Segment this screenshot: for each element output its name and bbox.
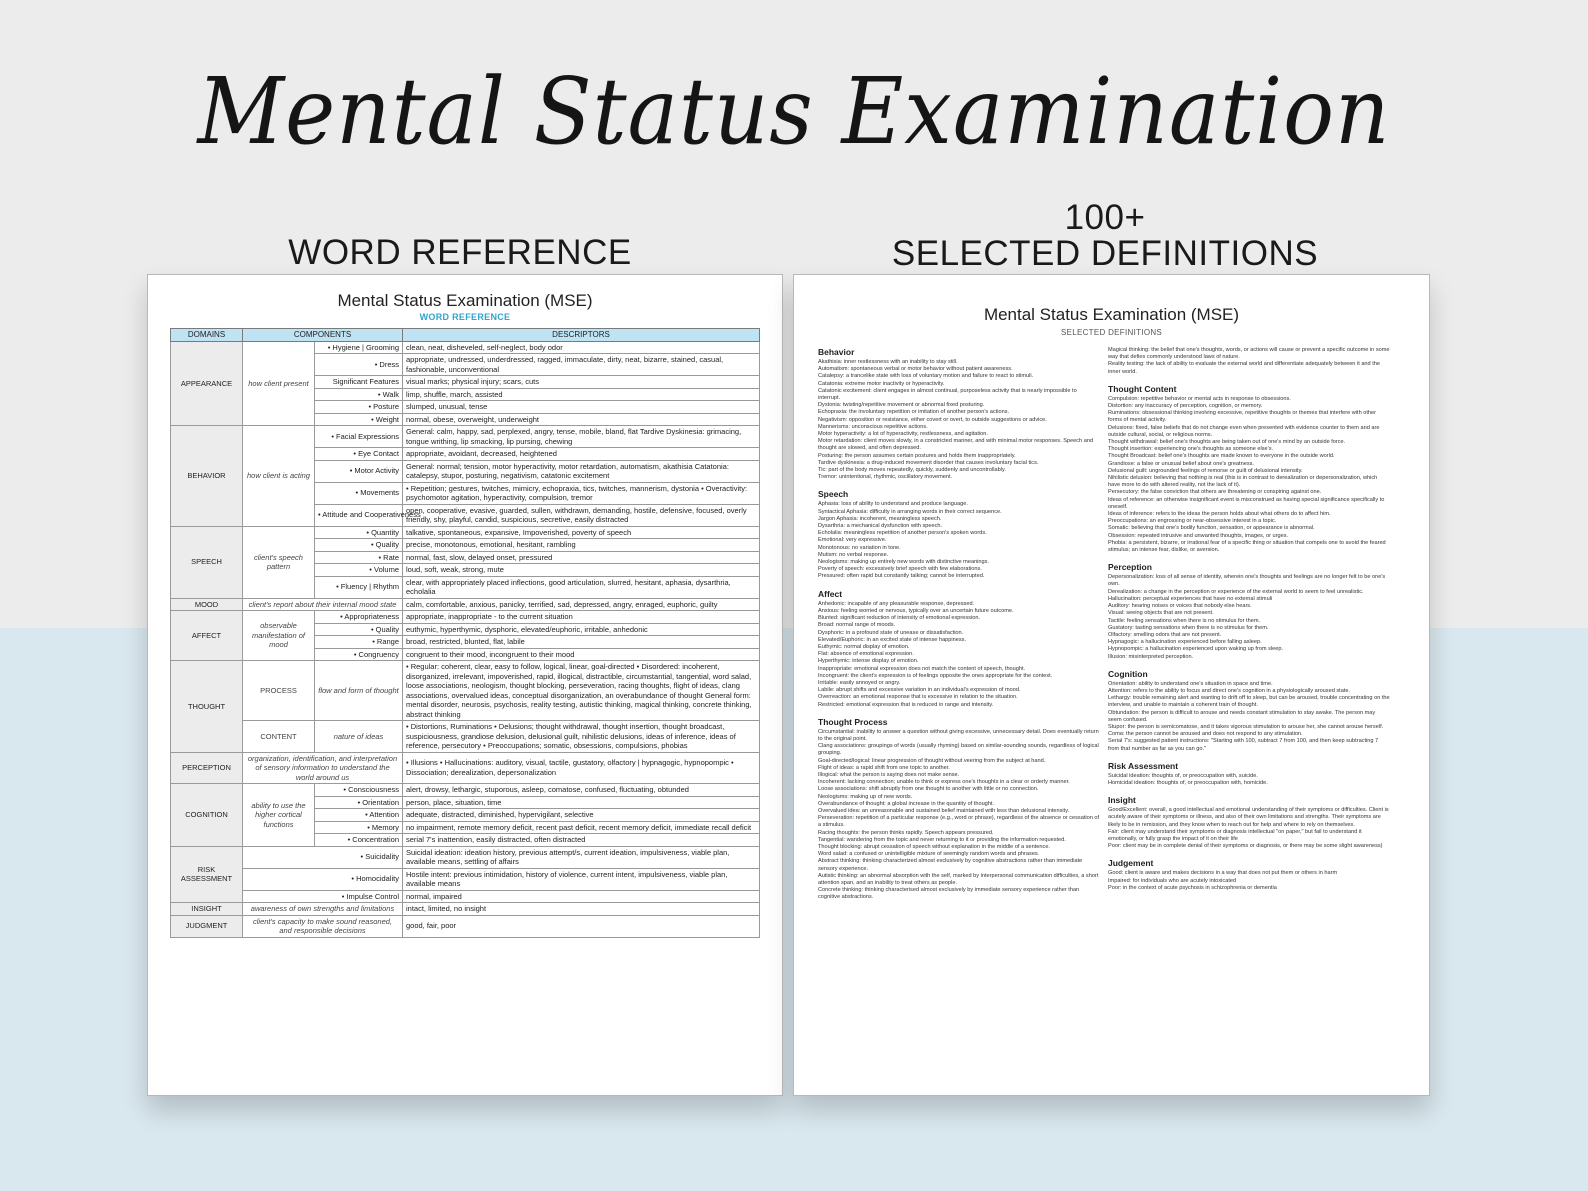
table-row xyxy=(171,721,760,753)
definition-entry: Ideas of inference: refers to the ideas the person holds about what others do to affect him. xyxy=(1108,511,1331,518)
definition-entry: Magical thinking: the belief that one's thoughts, words, or actions will cause or prevent a specific outcome in some way that defies commonly understood laws of nature. xyxy=(1108,347,1390,361)
definition-entry: Mannerisms: unconscious repetitive actions. xyxy=(818,423,928,430)
descriptor-cell: adequate, distracted, diminished, hypervigilant, selective xyxy=(403,809,760,822)
definition-entry: Orientation: ability to understand one's situation in space and time. xyxy=(1108,680,1273,687)
sheet-subtitle: SELECTED DEFINITIONS xyxy=(1060,328,1163,337)
descriptor-cell: visual marks; physical injury; scars, cuts xyxy=(403,376,760,389)
word-reference-heading: WORD REFERENCE xyxy=(288,233,632,272)
definition-entry: Olfactory: smelling odors that are not present. xyxy=(1108,631,1222,638)
definition-entry: Hallucination: perceptual experiences that have no external stimuli xyxy=(1108,595,1273,602)
descriptor-cell: appropriate, inappropriate - to the current situation xyxy=(403,611,760,624)
definition-section xyxy=(1108,384,1390,554)
definition-entry: Anhedonic: incapable of any pleasurable response, depressed. xyxy=(818,600,975,607)
section-heading: Speech xyxy=(818,489,849,500)
definition-entry: Flight of ideas: a rapid shift from one topic to another. xyxy=(818,764,950,771)
descriptor-cell: clear, with appropriately placed inflections, good articulation, slurred, hesitant, aphasia, dysarthria, echolalia xyxy=(403,576,760,598)
descriptor-cell: euthymic, hyperthymic, dysphoric, elevated/euphoric, irritable, anhedonic xyxy=(403,623,760,636)
how-cell: client's report about their internal mood state xyxy=(243,598,403,611)
definition-entry: Ruminations: obsessional thinking involving excessive, repetitive thoughts or themes that interfere with other forms of mental activity. xyxy=(1108,410,1377,424)
definition-section xyxy=(1108,347,1390,376)
definition-entry: Catatonia: extreme motor inactivity or hyperactivity. xyxy=(818,380,945,387)
descriptor-cell: normal, fast, slow, delayed onset, pressured xyxy=(403,551,760,564)
column-header: COMPONENTS xyxy=(243,329,403,342)
table-row xyxy=(171,752,760,784)
definition-entry: Incongruent: the client's expression is of feelings opposite the ones appropriate for the context. xyxy=(818,672,1053,679)
section-heading: Insight xyxy=(1108,795,1136,806)
descriptor-cell: good, fair, poor xyxy=(403,915,760,937)
section-heading: Behavior xyxy=(818,347,855,357)
definition-section xyxy=(818,589,1100,709)
definition-entry: Overabundance of thought: a global increase in the quantity of thought. xyxy=(818,800,995,807)
definition-entry: Anxious: feeling worried or nervous, typically over an uncertain future outcome. xyxy=(818,607,1014,614)
word-reference-table xyxy=(170,328,760,938)
definition-entry: Impaired: for individuals who are acutely intoxicated xyxy=(1108,877,1237,884)
component-cell: • Movements xyxy=(315,482,403,504)
definition-entry: Automatism: spontaneous verbal or motor behavior without patient awareness. xyxy=(818,366,1013,373)
descriptor-cell: no impairment, remote memory deficit, recent past deficit, recent memory deficit, immediate recall deficit xyxy=(403,821,760,834)
component-cell: • Suicidality xyxy=(243,846,403,868)
table-row xyxy=(171,526,760,539)
descriptor-cell: • Distortions, Ruminations • Delusions; thought withdrawal, thought insertion, thought broadcast, suspiciousness, grandiose delusion, delusional guilt, nihilistic delusions, ideas of inference, ideas of reference, persecutory • Preoccupations; somatic, obsessions, compulsions, phobias xyxy=(403,721,760,753)
how-cell: ability to use the higher cortical functions xyxy=(243,784,315,847)
definition-entry: Distortion: any inaccuracy of perception, cognition, or memory. xyxy=(1108,403,1263,410)
definition-entry: Reality testing: the lack of ability to evaluate the external world and differentiate adequately between it and the inner world. xyxy=(1108,361,1380,375)
table-row xyxy=(171,890,760,903)
descriptor-cell: congruent to their mood, incongruent to their mood xyxy=(403,648,760,661)
heading-line-2: SELECTED DEFINITIONS xyxy=(891,234,1319,273)
definition-section xyxy=(1108,562,1390,660)
component-cell: • Eye Contact xyxy=(315,448,403,461)
domain-cell: SPEECH xyxy=(171,526,243,598)
definition-entry: Fair: client may understand their symptoms or diagnosis intellectual "on paper," but fail to understand it emotionally, or fully grasp the impact of it on their life xyxy=(1108,828,1362,842)
section-heading: Thought Process xyxy=(818,716,888,727)
descriptor-cell: limp, shuffle, march, assisted xyxy=(403,388,760,401)
descriptor-cell: loud, soft, weak, strong, mute xyxy=(403,564,760,577)
definition-entry: Hyperthymic: intense display of emotion. xyxy=(818,658,919,665)
definition-entry: Emotional: very expressive. xyxy=(818,537,887,544)
section-heading: Affect xyxy=(818,588,843,599)
table-row xyxy=(171,868,760,890)
definitions-column-right xyxy=(1108,347,1390,900)
definition-entry: Posturing: the person assumes certain postures and holds them inappropriately. xyxy=(818,452,1016,459)
component-cell: • Rate xyxy=(315,551,403,564)
how-cell: observable manifestation of mood xyxy=(243,611,315,661)
definition-entry: Autistic thinking: an abnormal absorption with the self, marked by interpersonal communication difficulties, a short attention span, and an inability to treat others as people. xyxy=(818,872,1099,886)
definition-entry: Dysphoric: in a profound state of unease or dissatisfaction. xyxy=(818,629,964,636)
definition-entry: Negativism: opposition or resistance, either covert or overt, to outside suggestions or advice. xyxy=(818,416,1047,423)
definition-entry: Labile: abrupt shifts and excessive variation in an individual's expression of mood. xyxy=(818,687,1021,694)
component-cell: • Impulse Control xyxy=(243,890,403,903)
table-row xyxy=(171,784,760,797)
domain-cell: AFFECT xyxy=(171,611,243,661)
definition-entry: Thought insertion: experiencing one's thoughts as someone else's. xyxy=(1108,446,1274,453)
definition-entry: Ideas of reference: an otherwise insignificant event is misconstrued as having special significance specifically to oneself. xyxy=(1108,496,1385,510)
definition-entry: Lethargy: trouble remaining alert and wanting to drift off to sleep, but can be aroused, trouble concentrating on the interview, and unable to maintain a coherent train of thought. xyxy=(1108,695,1390,709)
table-row xyxy=(171,903,760,916)
domain-cell: BEHAVIOR xyxy=(171,426,243,527)
descriptor-cell: appropriate, avoidant, decreased, heightened xyxy=(403,448,760,461)
component-cell: • Posture xyxy=(315,401,403,414)
sheet-title: Mental Status Examination (MSE) xyxy=(337,291,593,310)
definition-entry: Illusion: misinterpreted perception. xyxy=(1108,653,1194,660)
definition-entry: Compulsion: repetitive behavior or mental acts in response to obsessions. xyxy=(1108,395,1291,402)
definition-entry: Grandiose: a false or unusual belief about one's greatness. xyxy=(1108,460,1254,467)
definition-entry: Loose associations: shift abruptly from one thought to another with little or no connection. xyxy=(818,786,1039,793)
definition-entry: Echolalia: meaningless repetition of another person's spoken words. xyxy=(818,530,987,537)
component-cell: Significant Features xyxy=(315,376,403,389)
definition-entry: Incoherent: lacking connection; unable to think or express one's thoughts in a clear or orderly manner. xyxy=(818,779,1070,786)
definition-entry: Delusional guilt: ungrounded feelings of remorse or guilt of delusional intensity. xyxy=(1108,467,1303,474)
definition-entry: Good: client is aware and makes decisions in a way that does not put them or others in harm xyxy=(1108,870,1338,877)
descriptor-cell: appropriate, undressed, underdressed, ragged, immaculate, dirty, neat, bizarre, stained, casual, fashionable, unconventional xyxy=(403,354,760,376)
banner-title: Mental Status Examination xyxy=(197,58,1391,165)
descriptor-cell: precise, monotonous, emotional, hesitant, rambling xyxy=(403,539,760,552)
definition-entry: Poor: in the context of acute psychosis in schizophrenia or dementia xyxy=(1108,884,1277,891)
section-heading: Perception xyxy=(1108,562,1152,573)
component-cell: • Volume xyxy=(315,564,403,577)
word-reference-sheet xyxy=(147,274,783,1096)
definition-entry: Visual: seeing objects that are not present. xyxy=(1108,610,1214,617)
component-cell: • Memory xyxy=(315,821,403,834)
table-row xyxy=(171,426,760,448)
how-cell: awareness of own strengths and limitations xyxy=(243,903,403,916)
definition-entry: Preoccupations: an engrossing or near-obsessive interest in a topic. xyxy=(1108,518,1277,525)
definition-entry: Euthymic: normal display of emotion. xyxy=(818,643,910,650)
definition-entry: Irritable: easily annoyed or angry. xyxy=(818,679,901,686)
definition-entry: Jargon Aphasia: incoherent, meaningless speech. xyxy=(818,515,942,522)
subdomain-cell: PROCESS xyxy=(243,661,315,721)
definition-entry: Catalepsy: a trancelike state with loss of voluntary motion and failure to react to stimuli. xyxy=(818,373,1034,380)
section-heading: Thought Content xyxy=(1108,383,1177,394)
descriptor-cell: General: normal; tension, motor hyperactivity, motor retardation, automatism, akathisia Catatonia: catalepsy, stupor, posturing, negativism, catatonic excitement xyxy=(403,460,760,482)
subdomain-cell: CONTENT xyxy=(243,721,315,753)
definition-entry: Broad: normal range of moods. xyxy=(818,622,896,629)
component-cell: • Range xyxy=(315,636,403,649)
definition-entry: Tactile: feeling sensations when there is no stimulus for them. xyxy=(1108,617,1261,624)
how-cell: client's capacity to make sound reasoned, and responsible decisions xyxy=(243,915,403,937)
component-cell: • Motor Activity xyxy=(315,460,403,482)
descriptor-cell: broad, restricted, blunted, flat, labile xyxy=(403,636,760,649)
how-cell: nature of ideas xyxy=(315,721,403,753)
definition-section xyxy=(1108,795,1390,850)
definition-entry: Tangential: wandering from the topic and never returning to it or providing the information requested. xyxy=(818,836,1066,843)
definition-entry: Thought Broadcast: belief one's thoughts are made known to everyone in the outside world. xyxy=(1108,453,1335,460)
definition-entry: Inappropriate: emotional expression does not match the content of speech, thought. xyxy=(818,665,1026,672)
domain-cell: COGNITION xyxy=(171,784,243,847)
component-cell: • Quantity xyxy=(315,526,403,539)
definition-entry: Coma: the person cannot be aroused and does not respond to any stimulation. xyxy=(1108,731,1303,738)
definition-entry: Overvalued idea: an unreasonable and sustained belief maintained with less than delusional intensity. xyxy=(818,807,1070,814)
section-heading: Judgement xyxy=(1108,858,1154,869)
column-header: DOMAINS xyxy=(171,329,243,342)
definition-entry: Dystonia: twisting/repetitive movement or abnormal fixed posturing. xyxy=(818,402,985,409)
component-cell: • Homocidality xyxy=(243,868,403,890)
component-cell: • Hygiene | Grooming xyxy=(315,341,403,354)
component-cell: • Attention xyxy=(315,809,403,822)
how-cell: how client is acting xyxy=(243,426,315,527)
definition-entry: Circumstantial: inability to answer a question without giving excessive, unnecessary detail. Does eventually return to the original point. xyxy=(818,728,1099,742)
definition-entry: Word salad: a confused or unintelligible mixture of seemingly random words and phrases. xyxy=(818,851,1040,858)
definition-entry: Echopraxia: the involuntary repetition or imitation of another person's actions. xyxy=(818,409,1010,416)
definition-entry: Stupor: the person is semicomatose, and it takes vigorous stimulation to arouse her, she cannot arouse herself. xyxy=(1108,723,1384,730)
component-cell: • Fluency | Rhythm xyxy=(315,576,403,598)
how-cell: how client present xyxy=(243,341,315,426)
definition-entry: Homicidal ideation: thoughts of, or preoccupation with, homicide. xyxy=(1108,779,1268,786)
descriptor-cell: • Repetition; gestures, twitches, mimicry, echopraxia, tics, twitches, mannerism, dystonia • Overactivity: psychomotor agitation, hyperactivity, compulsion, tremor xyxy=(403,482,760,504)
definition-entry: Aphasia: loss of ability to understand and produce language. xyxy=(818,501,968,508)
definition-entry: Clang associations: groupings of words (usually rhyming) based on similar-sounding sounds, regardless of logical grouping. xyxy=(818,743,1099,757)
component-cell: • Consciousness xyxy=(315,784,403,797)
descriptor-cell: clean, neat, disheveled, self-neglect, body odor xyxy=(403,341,760,354)
definition-entry: Delusions: fixed, false beliefs that do not change even when presented with evidence counter to them and are outside cultural, social, or religious norms. xyxy=(1108,424,1380,438)
sheet-title: Mental Status Examination (MSE) xyxy=(983,305,1240,324)
definition-entry: Elevated/Euphoric: in an excited state of intense happiness. xyxy=(818,636,967,643)
definition-entry: Poverty of speech: excessively brief speech with few elaborations. xyxy=(818,566,982,573)
domain-cell: INSIGHT xyxy=(171,903,243,916)
table-row xyxy=(171,341,760,354)
descriptor-cell: open, cooperative, evasive, guarded, sullen, withdrawn, demanding, hostile, defensive, focused, overly friendly, shy, playful, candid, suspicious, secretive, easily distracted xyxy=(403,504,760,526)
descriptor-cell: • Regular: coherent, clear, easy to follow, logical, linear, goal-directed • Disordered: incoherent, disorganized, irrelevant, impoverished, rapid, illogical, distractible, circumstantial, tangential, word salad, loose associations, neologism, thought blocking, perseveration, racing thoughts, flight of ideas, clang associations, overvalued ideas, conceptual disorganization, an overabundance of thought General form: mental disorder, neurosis, psychosis, reality testing, autistic thinking, magical thinking, concrete thinking, abstract thinking xyxy=(403,661,760,721)
definition-entry: Suicidal ideation: thoughts of, or preoccupation with, suicide. xyxy=(1108,772,1258,779)
component-cell: • Quality xyxy=(315,539,403,552)
definition-entry: Overreaction: an emotional response that is excessive in relation to the situation. xyxy=(818,694,1018,701)
definition-entry: Flat: absence of emotional expression. xyxy=(818,651,914,658)
definition-entry: Hypnagogic: a hallucination experienced before falling asleep. xyxy=(1108,639,1262,646)
definition-entry: Attention: refers to the ability to focus and direct one's cognition in a physiologically aroused state. xyxy=(1108,687,1351,694)
descriptor-cell: Hostile intent: previous intimidation, history of violence, current intent, impulsiveness, viable plan, available means xyxy=(403,868,760,890)
component-cell: • Quality xyxy=(315,623,403,636)
definition-entry: Goal-directed/logical: linear progression of thought without veering from the subject at hand. xyxy=(818,757,1046,764)
domain-cell: RISK ASSESSMENT xyxy=(171,846,243,903)
definition-entry: Poor: client may be in complete denial of their symptoms or diagnosis, or there may be some slight awareness) xyxy=(1108,843,1383,850)
definition-entry: Motor retardation: client moves slowly, in a constricted manner, and with minimal motor responses. Speech and thought are slowed, and often depressed. xyxy=(818,438,1094,452)
definition-entry: Akathisia: inner restlessness with an inability to stay still. xyxy=(818,359,958,365)
how-cell: flow and form of thought xyxy=(315,661,403,721)
definition-entry: Concrete thinking: thinking characterised almost exclusively by immediate sensory experience rather than cognitive abstractions. xyxy=(818,887,1080,901)
definition-entry: Derealization: a change in the perception or experience of the external world to seem to feel unrealistic. xyxy=(1108,588,1364,595)
selected-definitions-heading xyxy=(790,200,1420,272)
definition-entry: Persecutory: the false conviction that others are threatening or conspiring against one. xyxy=(1108,489,1322,496)
component-cell: • Appropriateness xyxy=(315,611,403,624)
sheet-subtitle: WORD REFERENCE xyxy=(419,312,511,322)
component-cell: • Facial Expressions xyxy=(315,426,403,448)
definition-entry: Serial 7's: suggested patient instructions: "Starting with 100, subtract 7 from 100, and then keep subtracting 7 from that number as far as you can go." xyxy=(1108,738,1379,752)
definition-entry: Abstract thinking: thinking characterized almost exclusively by cognitive abstractions rather than immediate sensory experience. xyxy=(818,858,1083,872)
definition-entry: Hypnopompic: a hallucination experienced upon waking up from sleep. xyxy=(1108,646,1284,653)
descriptor-cell: person, place, situation, time xyxy=(403,796,760,809)
definition-section xyxy=(818,717,1100,902)
section-heading: Risk Assessment xyxy=(1108,760,1179,771)
definition-entry: Catatonic excitement: client engages in almost continual, purposeless activity that is nearly impossible to interrupt. xyxy=(818,387,1077,402)
descriptor-cell: • Illusions • Hallucinations: auditory, visual, tactile, gustatory, olfactory | hypnagogic, hypnopompic • Dissociation; derealization, depersonalization xyxy=(403,752,760,784)
definition-entry: Tardive dyskinesia: a drug-induced movement disorder that causes involuntary facial tics. xyxy=(818,459,1039,466)
domain-cell: MOOD xyxy=(171,598,243,611)
domain-cell: PERCEPTION xyxy=(171,752,243,784)
definition-entry: Nihilistic delusion: believing that nothing is real (this is in contrast to derealization or depersonalization, which have more to do with altered reality, not the lack of it). xyxy=(1108,475,1378,489)
descriptor-cell: normal, obese, overweight, underweight xyxy=(403,413,760,426)
selected-definitions-sheet xyxy=(793,274,1430,1096)
descriptor-cell: slumped, unusual, tense xyxy=(403,401,760,414)
definition-entry: Somatic: believing that one's bodily function, sensation, or appearance is abnormal. xyxy=(1108,525,1315,532)
component-cell: • Walk xyxy=(315,388,403,401)
definition-entry: Gustatory: tasting sensations when there is no stimulus for them. xyxy=(1108,624,1269,631)
definition-entry: Monotonous: no variation in tone. xyxy=(818,544,901,551)
definition-section xyxy=(1108,858,1390,892)
column-header: DESCRIPTORS xyxy=(403,329,760,342)
definition-entry: Blunted: significant reduction of intensity of emotional expression. xyxy=(818,615,981,622)
definition-entry: Perseveration: repetition of a particular response (e.g., word or phrase), regardless of the absence or cessation of a stimulus. xyxy=(818,815,1100,829)
component-cell: • Dress xyxy=(315,354,403,376)
component-cell: • Orientation xyxy=(315,796,403,809)
table-row xyxy=(171,661,760,721)
descriptor-cell: intact, limited, no insight xyxy=(403,903,760,916)
table-row xyxy=(171,846,760,868)
definition-entry: Neologisms: making up entirely new words with distinctive meanings. xyxy=(818,559,989,566)
domain-cell: THOUGHT xyxy=(171,661,243,753)
definition-entry: Obsession: repeated intrusive and unwanted thoughts, images, or urges. xyxy=(1108,532,1289,539)
component-cell: • Concentration xyxy=(315,834,403,847)
definition-entry: Restricted: emotional expression that is reduced in range and intensity. xyxy=(818,701,994,708)
definition-entry: Tic: part of the body moves repeatedly, quickly, suddenly and uncontrollably. xyxy=(818,467,1006,474)
definition-entry: Mutism: no verbal response. xyxy=(818,551,889,558)
definition-entry: Syntactical Aphasia: difficulty in arranging words in their correct sequence. xyxy=(818,508,1002,515)
table-row xyxy=(171,598,760,611)
descriptor-cell: calm, comfortable, anxious, panicky, terrified, sad, depressed, angry, enraged, euphoric, guilty xyxy=(403,598,760,611)
definition-section xyxy=(818,347,1100,481)
component-cell: • Attitude and Cooperativeness xyxy=(315,504,403,526)
definition-section xyxy=(818,489,1100,580)
descriptor-cell: Suicidal ideation: ideation history, previous attempt/s, current ideation, impulsiveness, viable plan, available means, settling of affairs xyxy=(403,846,760,868)
definition-entry: Thought withdrawal: belief one's thoughts are being taken out of one's mind by an outside force. xyxy=(1108,439,1346,446)
definition-entry: Good/Excellent: overall, a good intellectual and emotional understanding of their symptoms or difficulties. Client is acutely aware of their symptoms or illness, and also of their own limitations and strengths. Their symptoms are likely to be in remission, and they know when to reach out for help and where to rely on themselves. xyxy=(1108,807,1389,828)
definition-section xyxy=(1108,669,1390,753)
domain-cell: JUDGMENT xyxy=(171,915,243,937)
descriptor-cell: normal, impaired xyxy=(403,890,760,903)
heading-line-1: 100+ xyxy=(1064,198,1146,237)
table-row xyxy=(171,611,760,624)
definition-entry: Obtundation: the person is difficult to arouse and needs constant stimulation to stay awake. The person may seem confused. xyxy=(1108,709,1376,723)
component-cell: • Weight xyxy=(315,413,403,426)
definition-entry: Racing thoughts: the person thinks rapidly. Speech appears pressured. xyxy=(818,829,994,836)
how-cell: organization, identification, and interpretation of sensory information to understand the world around us xyxy=(243,752,403,784)
definition-entry: Motor hyperactivity: a lot of hyperactivity, restlessness, and agitation. xyxy=(818,431,988,438)
definition-entry: Pressured: often rapid but constantly talking; cannot be interrupted. xyxy=(818,573,985,580)
definition-entry: Phobia: a persistent, bizarre, or irrational fear of a specific thing or situation that compels one to avoid the feared stimulus; an intense fear, dislike, or aversion. xyxy=(1108,539,1386,554)
descriptor-cell: serial 7's inattention, easily distracted, often distracted xyxy=(403,834,760,847)
definition-entry: Illogical: what the person is saying does not make sense. xyxy=(818,771,960,778)
section-heading: Cognition xyxy=(1108,668,1148,679)
definition-entry: Thought blocking: abrupt cessation of speech without explanation in the middle of a sentence. xyxy=(818,843,1050,850)
component-cell: • Congruency xyxy=(315,648,403,661)
definition-entry: Tremor: unintentional, rhythmic, oscillatory movement. xyxy=(818,474,953,481)
definition-entry: Depersonalization: loss of all sense of identity, wherein one's thoughts and feelings are no longer felt to be one's own. xyxy=(1108,574,1386,588)
descriptor-cell: General: calm, happy, sad, perplexed, angry, tense, mobile, bland, flat Tardive Dyskinesia: grimacing, tongue writhing, lip smacking, lip pursing, chewing xyxy=(403,426,760,448)
definition-entry: Auditory: hearing noises or voices that nobody else hears. xyxy=(1108,603,1252,610)
table-row xyxy=(171,915,760,937)
descriptor-cell: alert, drowsy, lethargic, stuporous, asleep, comatose, confused, fluctuating, obtunded xyxy=(403,784,760,797)
domain-cell: APPEARANCE xyxy=(171,341,243,426)
definition-entry: Dysarthria: a mechanical dysfunction with speech. xyxy=(818,523,943,530)
definition-entry: Neologisms: making up of new words. xyxy=(818,793,913,800)
definition-section xyxy=(1108,761,1390,787)
definitions-column-left xyxy=(818,347,1100,910)
how-cell: client's speech pattern xyxy=(243,526,315,598)
descriptor-cell: talkative, spontaneous, expansive, Impoverished, poverty of speech xyxy=(403,526,760,539)
